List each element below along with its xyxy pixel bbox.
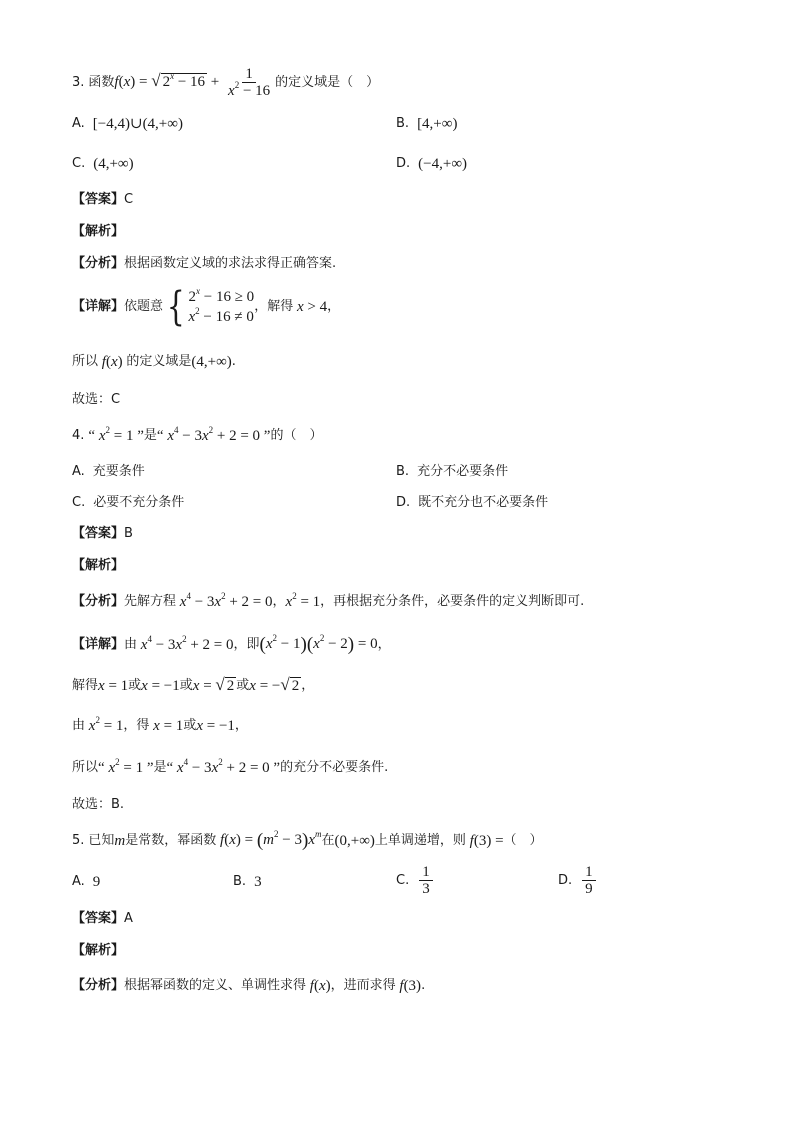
q5-option-d bbox=[558, 864, 598, 897]
q5-option-c bbox=[396, 864, 435, 897]
q3-option-b bbox=[396, 114, 457, 134]
q3-option-a-label: A. bbox=[72, 116, 85, 131]
q4-solve-prefix: 解得 bbox=[72, 678, 99, 693]
q4-so-is-word: 是 bbox=[153, 760, 167, 775]
q5-stem-e: （ ） bbox=[503, 832, 543, 848]
q3-option-a bbox=[72, 114, 183, 134]
q5-fenxi bbox=[72, 976, 425, 996]
q4-answer-value: B bbox=[124, 526, 133, 541]
q5-number: 5. bbox=[72, 832, 85, 848]
q3-choose bbox=[72, 390, 120, 410]
q5-answer-value: A bbox=[124, 911, 133, 926]
q5-stem-d: 上单调递增，则 bbox=[374, 832, 466, 848]
q4-from-root-1: x = 1 bbox=[153, 718, 184, 734]
q5-fenxi-f3: f(3) bbox=[399, 978, 422, 994]
q4-fenxi-equation: $x^4 - 3x^2 + 2 = 0$ bbox=[179, 591, 273, 610]
q5-fenxi-prefix: 根据幂函数的定义、单调性求得 bbox=[124, 978, 307, 993]
q4-from-or: 或 bbox=[183, 718, 197, 733]
q5-option-b-text: 3 bbox=[254, 874, 262, 890]
q5-interval: (0,+∞) bbox=[334, 832, 375, 849]
q3-xiangjie-end: ， bbox=[327, 299, 341, 314]
q4-from-de: ，得 bbox=[123, 718, 150, 733]
q5-option-c-fraction bbox=[419, 864, 433, 897]
q4-or-1: 或 bbox=[128, 678, 142, 693]
q3-conclusion-mid: 的定义域是 bbox=[126, 354, 192, 369]
q5-option-c-label: C. bbox=[396, 872, 410, 888]
q4-from-end: ， bbox=[234, 718, 248, 733]
q4-choose bbox=[72, 795, 124, 815]
q4-condition-1: “ $x^2 = 1$ ” bbox=[88, 425, 144, 444]
q5-answer bbox=[72, 909, 133, 929]
q4-root-2: x = −1 bbox=[141, 678, 180, 694]
q5-option-c-den: 3 bbox=[422, 881, 430, 897]
q3-analysis-tag: 【解析】 bbox=[72, 224, 125, 239]
q5-stem-b: 是常数，幂函数 bbox=[125, 832, 217, 848]
q4-or-3: 或 bbox=[236, 678, 250, 693]
q3-xiangjie-tag: 【详解】 bbox=[72, 299, 125, 314]
q3-option-a-math: [−4,4)∪(4,+∞) bbox=[92, 116, 183, 132]
q4-option-c bbox=[72, 493, 184, 513]
q3-conclusion-fx: f(x) bbox=[101, 354, 127, 370]
q4-from-x2: $x^2 = 1$ bbox=[88, 715, 124, 734]
q5-option-a bbox=[72, 872, 100, 892]
q3-conclusion-prefix: 所以 bbox=[72, 354, 99, 369]
q3-answer-tag: 【答案】 bbox=[72, 192, 125, 207]
q5-fenxi-tag: 【分析】 bbox=[72, 978, 125, 993]
q4-number: 4. bbox=[72, 428, 85, 443]
q5-option-c-num: 1 bbox=[419, 864, 433, 881]
q3-fenxi bbox=[72, 254, 336, 274]
q3-option-c-label: C. bbox=[72, 156, 86, 171]
q4-fenxi-comma: ， bbox=[272, 594, 286, 609]
q4-xiangjie-equation: $x^4 - 3x^2 + 2 = 0$ bbox=[140, 633, 234, 653]
q4-answer bbox=[72, 524, 133, 544]
q3-xiangjie-prefix: 依题意 bbox=[124, 299, 164, 314]
q4-root-4: x = − √ 2 bbox=[249, 675, 300, 694]
q4-option-a-text: 充要条件 bbox=[92, 464, 145, 479]
q3-option-d-math: (−4,+∞) bbox=[418, 156, 468, 172]
q5-analysis-tag: 【解析】 bbox=[72, 943, 125, 958]
q3-prefix: 函数 bbox=[88, 74, 115, 90]
q3-option-d-label: D. bbox=[396, 156, 411, 171]
q4-xiangjie-you: 由 bbox=[124, 636, 138, 652]
q5-fenxi-fx: f(x) bbox=[309, 978, 331, 994]
q3-choose-text: 故选：C bbox=[72, 392, 121, 407]
q5-option-d-den: 9 bbox=[585, 881, 593, 897]
q4-xiangjie bbox=[72, 634, 391, 655]
q4-is-word: 是 bbox=[143, 428, 157, 443]
q4-fenxi-x2: $x^2 = 1$ bbox=[285, 591, 321, 610]
q4-xiangjie-factored: $(x^2 - 1)(x^2 - 2) = 0$ bbox=[259, 633, 378, 655]
q5-answer-tag: 【答案】 bbox=[72, 911, 125, 926]
q5-option-b-label: B. bbox=[233, 874, 247, 889]
q5-fenxi-mid: ，进而求得 bbox=[330, 978, 396, 993]
q4-or-2: 或 bbox=[179, 678, 193, 693]
q4-answer-tag: 【答案】 bbox=[72, 526, 125, 541]
q5-option-b bbox=[233, 872, 262, 892]
q3-conclusion bbox=[72, 352, 236, 372]
q4-analysis-heading bbox=[72, 556, 124, 576]
q4-choose-text: 故选：B. bbox=[72, 797, 125, 812]
q3-analysis-heading bbox=[72, 222, 124, 242]
q4-option-b-text: 充分不必要条件 bbox=[417, 464, 509, 479]
q5-stem-c: 在 bbox=[321, 832, 335, 848]
q3-answer-value: C bbox=[124, 192, 134, 207]
q4-option-c-text: 必要不充分条件 bbox=[93, 495, 185, 510]
q4-fenxi-suffix: ，再根据充分条件，必要条件的定义判断即可. bbox=[320, 594, 585, 609]
q5-option-d-label: D. bbox=[558, 872, 573, 888]
q3-suffix: 的定义域是（ ） bbox=[275, 74, 380, 90]
q4-so-suffix: 的充分不必要条件. bbox=[280, 760, 389, 775]
q5-option-d-num: 1 bbox=[582, 864, 596, 881]
q3-option-c-math: (4,+∞) bbox=[93, 156, 134, 172]
q4-fenxi-tag: 【分析】 bbox=[72, 594, 125, 609]
q3-stem bbox=[72, 66, 379, 99]
q3-conclusion-domain: (4,+∞) bbox=[191, 354, 232, 370]
q4-solve-end: ， bbox=[301, 678, 315, 693]
q4-root-3: x = √ 2 bbox=[192, 675, 235, 694]
q5-f3: f(3) = bbox=[469, 832, 504, 849]
q3-fenxi-tag: 【分析】 bbox=[72, 256, 125, 271]
q4-from-root-2: x = −1 bbox=[196, 718, 235, 734]
q5-stem bbox=[72, 830, 543, 851]
q4-fenxi-prefix: 先解方程 bbox=[124, 594, 177, 609]
q4-stem bbox=[72, 426, 322, 446]
q3-function-formula: f(x) = √ $2^x - 16$ + $\frac{1}{x^2 - 16}$ bbox=[114, 66, 271, 99]
q5-stem-a: 已知 bbox=[88, 832, 115, 848]
q5-option-a-label: A. bbox=[72, 874, 85, 889]
q5-fenxi-end: . bbox=[421, 978, 426, 993]
q5-analysis-heading bbox=[72, 941, 124, 961]
q4-from-prefix: 由 bbox=[72, 718, 86, 733]
q4-condition-2: “ $x^4 - 3x^2 + 2 = 0$ ” bbox=[156, 425, 271, 444]
q5-var-m: m bbox=[114, 832, 126, 849]
q3-inequality-system: { $2^x - 16 \ge 0$ $x^2 - 16 \ne 0$ bbox=[166, 284, 255, 330]
q3-option-b-label: B. bbox=[396, 116, 410, 131]
q4-option-b bbox=[396, 462, 508, 482]
q4-from bbox=[72, 716, 248, 736]
q3-xiangjie-suffix: ，解得 bbox=[254, 299, 294, 314]
q5-option-d-fraction bbox=[582, 864, 596, 897]
q4-fenxi bbox=[72, 592, 584, 612]
q4-option-b-label: B. bbox=[396, 464, 410, 479]
q4-option-a bbox=[72, 462, 145, 482]
q4-analysis-tag: 【解析】 bbox=[72, 558, 125, 573]
q3-option-d bbox=[396, 154, 467, 174]
q4-so-condition-2: “ $x^4 - 3x^2 + 2 = 0$ ” bbox=[166, 757, 281, 776]
q3-option-c bbox=[72, 154, 134, 174]
q4-xiangjie-tag: 【详解】 bbox=[72, 636, 125, 652]
q4-xiangjie-ji: ，即 bbox=[233, 636, 260, 652]
q4-option-d-label: D. bbox=[396, 495, 411, 510]
q3-xiangjie bbox=[72, 284, 341, 330]
q4-so-prefix: 所以 bbox=[72, 760, 99, 775]
q4-root-1: x = 1 bbox=[98, 678, 129, 694]
q4-solve bbox=[72, 676, 314, 696]
q4-option-c-label: C. bbox=[72, 495, 86, 510]
q4-so bbox=[72, 758, 388, 778]
q5-function-formula: $f(x) = (m^2 - 3)x^m$ bbox=[220, 829, 322, 851]
q3-option-b-math: [4,+∞) bbox=[417, 116, 458, 132]
q5-option-a-text: 9 bbox=[92, 874, 101, 890]
q4-so-condition-1: “ $x^2 = 1$ ” bbox=[98, 757, 154, 776]
q4-stem-end: 的（ ） bbox=[270, 428, 323, 443]
q3-conclusion-end: . bbox=[231, 354, 236, 369]
q4-option-d-text: 既不充分也不必要条件 bbox=[418, 495, 549, 510]
q4-option-d bbox=[396, 493, 548, 513]
q3-solution-math: x > 4 bbox=[296, 299, 328, 315]
q3-number: 3. bbox=[72, 74, 85, 90]
q4-xiangjie-end: ， bbox=[377, 636, 391, 652]
q4-option-a-label: A. bbox=[72, 464, 85, 479]
q3-answer bbox=[72, 190, 133, 210]
q3-fenxi-text: 根据函数定义域的求法求得正确答案. bbox=[124, 256, 337, 271]
